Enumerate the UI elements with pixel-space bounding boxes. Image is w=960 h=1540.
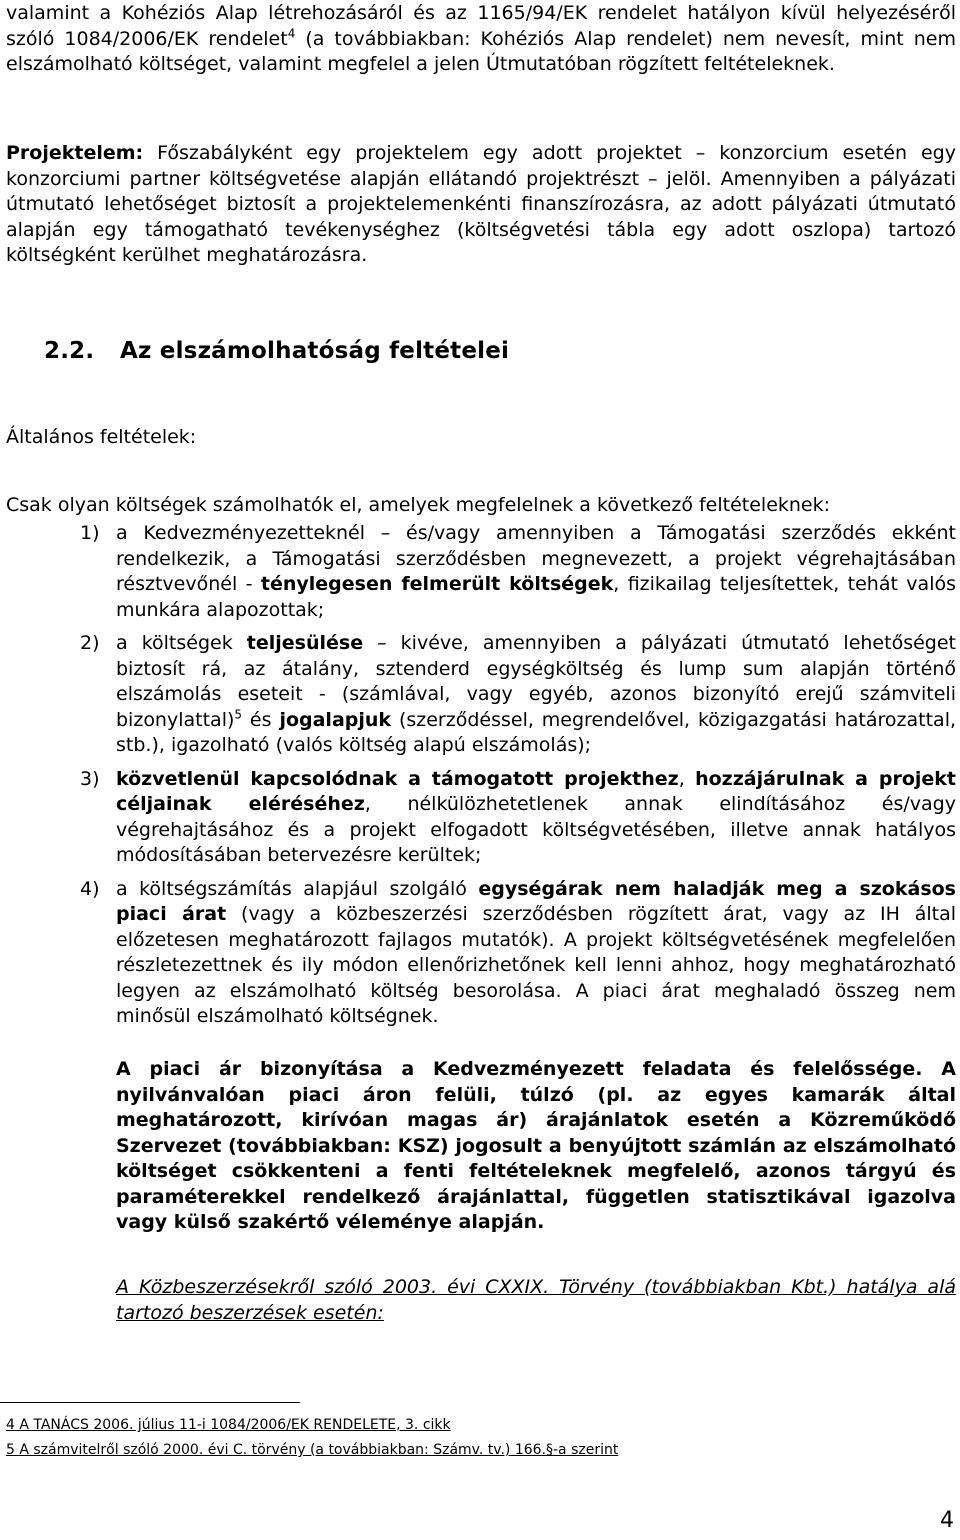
text: a költségszámítás alapjául szolgáló (116, 877, 479, 900)
list-item (6, 521, 956, 623)
footnote-ref-5[interactable]: 5 (234, 707, 243, 722)
text: Főszabályként egy projektelem egy adott projektet – konzorcium esetén egy konzorciumi partner költségvetése alapján ellátandó projektrészt – jelöl. Amennyiben a pályázati útmutató lehetőséget biztosít a projektelemenkénti finanszírozásra, az adott pályázati útmutató alapján egy támogatható tevékenységhez (költségvetési tábla egy adott oszlopa) tartozó költségként kerülhet meghatározásra. (6, 142, 956, 266)
footnote-divider (0, 1402, 300, 1403)
text: , (678, 767, 696, 790)
list-item (6, 631, 956, 759)
list-number: 3) (80, 767, 100, 790)
text: a Kedvezményezetteknél – és/vagy amennyiben a Támogatási szerződés ekként rendelkezik, a Támogatási szerződésben megnevezett, a projekt végrehajtásában résztvevőnél - (116, 522, 956, 595)
kbt-note (116, 1275, 956, 1326)
text: – kivéve, amennyiben a pályázati útmutató lehetőséget biztosít rá, az átalány, sztenderd egységköltség és lump sum alapján történő elszámolás eseteit - (számlával, vagy egyéb, azonos bizonyító erejű számviteli bizonylattal) (116, 632, 956, 731)
text: és (242, 708, 280, 731)
text: A Közbeszerzésekről szóló 2003. évi CXXIX. Törvény (továbbiakban Kbt.) hatálya alá tartozó beszerzések esetén: (116, 1276, 956, 1324)
list-item (6, 877, 956, 1030)
text: , fizikailag teljesítettek, tehát valós munkára alapozottak; (116, 573, 956, 621)
footnote-ref-4[interactable]: 4 (287, 26, 296, 41)
paragraph-projektelem (6, 141, 956, 269)
footnote-5[interactable]: 5 A számvitelről szóló 2000. évi C. törvény (a továbbiakban: Számv. tv.) 166.§-a szerint (6, 1442, 619, 1458)
section-title: Az elszámolhatóság feltételei (120, 338, 510, 364)
text: (szerződéssel, megrendelővel, közigazgatási határozattal, stb.), igazolható (valós költség alapú elszámolás); (116, 708, 957, 756)
list-item (6, 767, 956, 869)
emphasis: jogalapjuk (279, 708, 392, 731)
footnote-4[interactable]: 4 A TANÁCS 2006. július 11-i 1084/2006/EK RENDELETE, 3. cikk (6, 1417, 451, 1433)
page-number: 4 (940, 1508, 954, 1533)
list-number: 1) (80, 522, 100, 544)
emphasis: ténylegesen felmerült költségek (260, 573, 614, 595)
section-number: 2.2. (44, 338, 95, 364)
text: a költségek (116, 632, 247, 654)
text: valamint a Kohéziós Alap létrehozásáról és az 1165/94/EK rendelet hatályon kívül helyezéséről szóló 1084/2006/EK rendelet (6, 2, 956, 50)
section-heading (44, 339, 509, 365)
conditions-list (6, 521, 956, 1038)
market-price-note: A piaci ár bizonyítása a Kedvezményezett feladata és felelőssége. A nyilvánvalóan piaci áron felüli, túlzó (pl. az egyes kamarák által meghatározott, kirívóan magas ár) árajánlatok esetén a Közreműködő Szervezet (továbbiakban: KSZ) jogosult a benyújtott számlán az elszámolható költséget csökkenteni a fenti feltételeknek megfelelő, azonos tárgyú és paraméterekkel rendelkező árajánlattal, független statisztikával igazolva vagy külső szakértő véleménye alapján. (116, 1058, 956, 1233)
emphasis: közvetlenül kapcsolódnak a támogatott projekthez (116, 767, 679, 790)
list-number: 4) (80, 877, 100, 900)
conditions-intro: Csak olyan költségek számolhatók el, amelyek megfelelnek a következő feltételeknek: (6, 494, 831, 516)
general-conditions-label: Általános feltételek: (6, 426, 197, 448)
list-number: 2) (80, 632, 100, 654)
emphasis: hozzájárulnak a projekt céljainak eléréséhez (116, 767, 956, 815)
text: (vagy a közbeszerzési szerződésben rögzített árat, vagy az IH által előzetesen meghatározott fajlagos mutatók). A projekt költségvetésének megfelelően részletezettnek és ily módon ellenőrizhetőnek kell lenni ahhoz, hogy meghatározható legyen az elszámolható költség besorolása. A piaci árat meghaladó összeg nem minősül elszámolható költségnek. (116, 903, 957, 1027)
text: (a továbbiakban: Kohéziós Alap rendelet) nem nevesít, mint nem elszámolható költséget, valamint megfelel a jelen Útmutatóban rögzített feltételeknek. (6, 27, 956, 75)
emphasis: teljesülése (246, 632, 364, 654)
paragraph-cohesion-fund (6, 1, 956, 78)
emphasis: egységárak nem haladják meg a szokásos piaci árat (116, 877, 956, 925)
text: , nélkülözhetetlenek annak elindításához és/vagy végrehajtásához és a projekt elfogadott költségvetésében, illetve annak hatályos módosításában betervezésre kerültek; (116, 793, 956, 866)
term-projektelem: Projektelem: (6, 142, 144, 164)
